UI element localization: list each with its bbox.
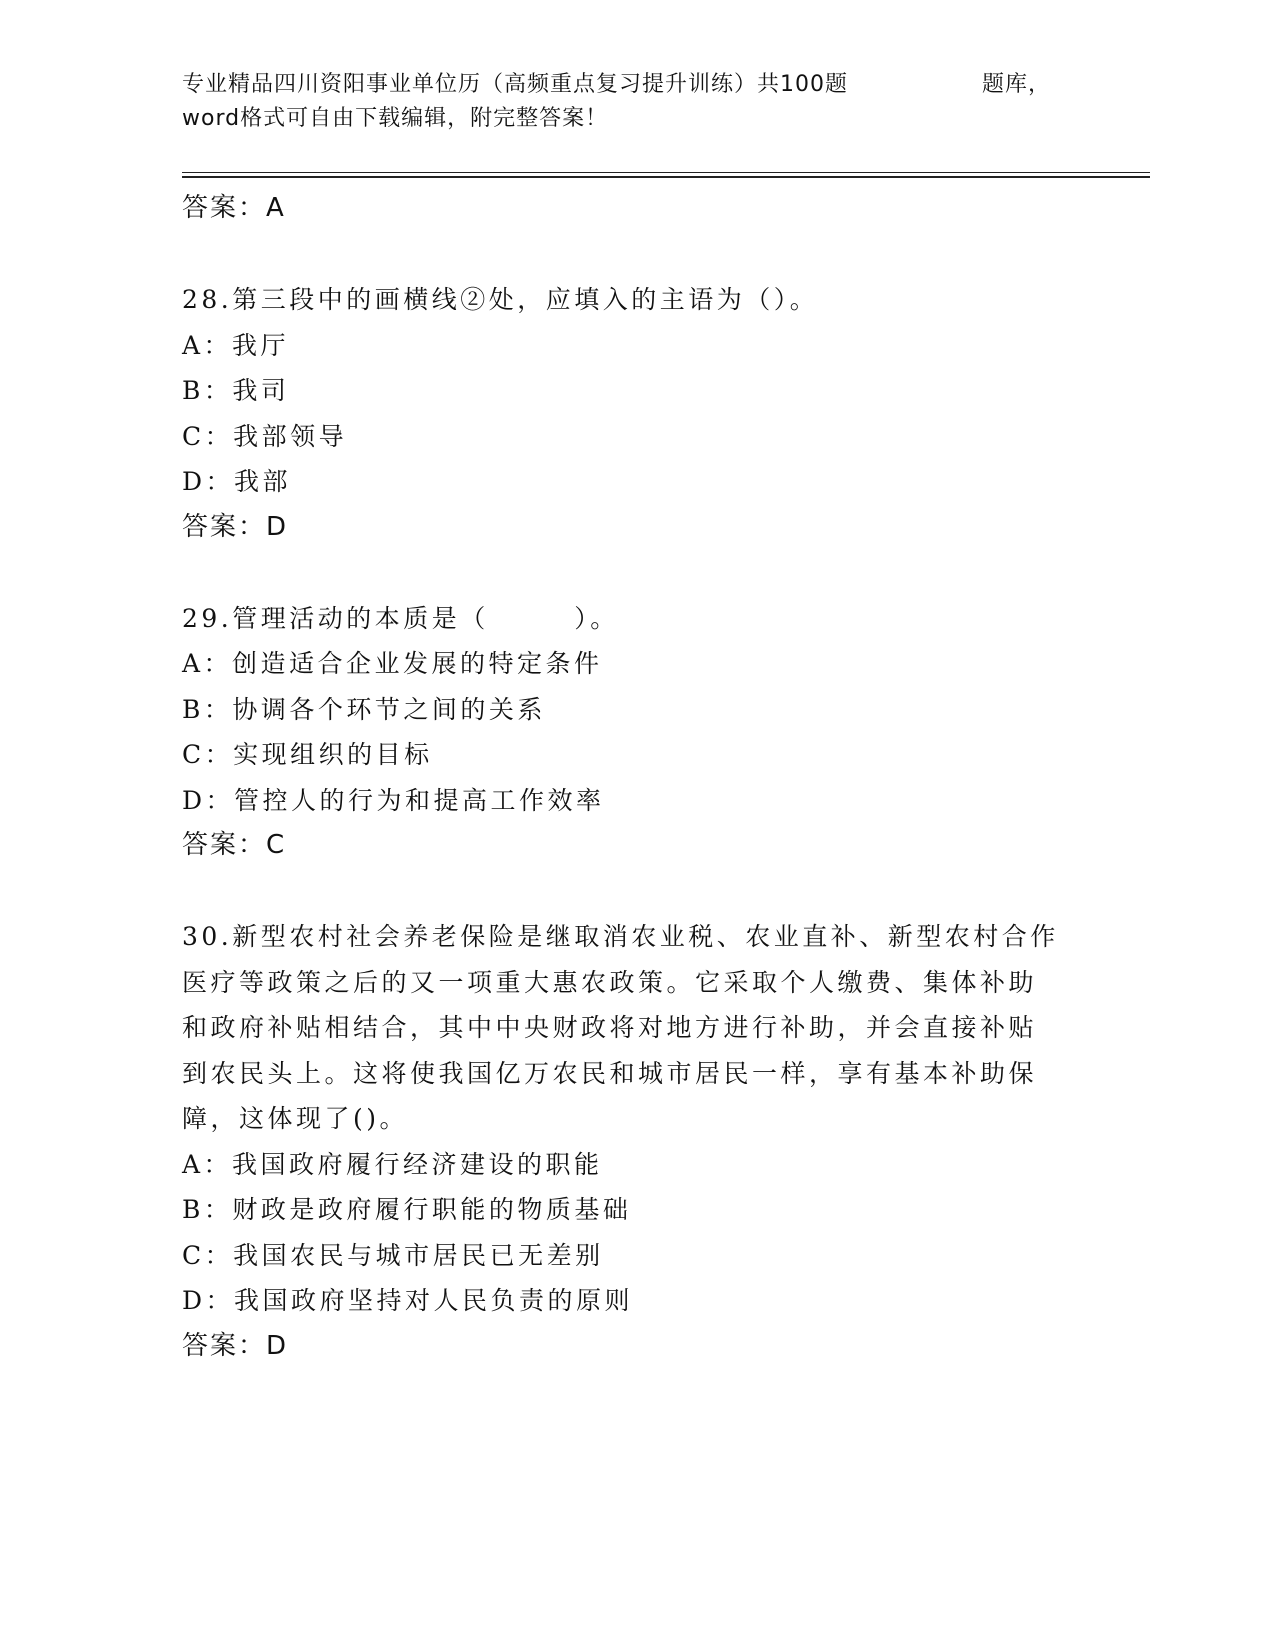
question-stem: 28.第三段中的画横线②处，应填入的主语为（）。 — [182, 285, 819, 314]
spacer — [182, 869, 1082, 915]
option-a: A：创造适合企业发展的特定条件 — [182, 649, 603, 678]
header-title-tail: 题库， — [982, 72, 1052, 97]
header-divider-thick — [182, 176, 1150, 178]
answer-label: 答案：C — [182, 830, 287, 860]
option-d: D：管控人的行为和提高工作效率 — [182, 785, 605, 815]
previous-answer: 答案：A — [182, 193, 286, 223]
option-c: C：我部领导 — [182, 421, 348, 451]
spacer — [182, 550, 1082, 596]
question-28 — [182, 277, 1082, 550]
question-stem-line: 障，这体现了()。 — [182, 1104, 409, 1133]
option-a: A：我国政府履行经济建设的职能 — [182, 1149, 603, 1179]
header-line-1 — [182, 68, 1142, 102]
option-b: B：财政是政府履行职能的物质基础 — [182, 1195, 632, 1224]
question-30 — [182, 914, 1082, 1369]
option-d: D：我国政府坚持对人民负责的原则 — [182, 1286, 634, 1315]
option-c: C：我国农民与城市居民已无差别 — [182, 1240, 604, 1270]
option-a: A：我厅 — [182, 330, 290, 360]
option-b: B：我司 — [182, 376, 290, 405]
document-header — [182, 68, 1142, 136]
question-stem-line: 30.新型农村社会养老保险是继取消农业税、农业直补、新型农村合作 — [182, 922, 1059, 951]
option-c: C：实现组织的目标 — [182, 740, 433, 769]
header-title: 专业精品四川资阳事业单位历（高频重点复习提升训练）共100题 — [182, 72, 848, 97]
question-stem-line: 和政府补贴相结合，其中中央财政将对地方进行补助，并会直接补贴 — [182, 1013, 1038, 1042]
header-subtitle: word格式可自由下载编辑，附完整答案！ — [182, 106, 609, 131]
question-list — [182, 186, 1082, 1369]
question-stem-line: 医疗等政策之后的又一项重大惠农政策。它采取个人缴费、集体补助 — [182, 967, 1038, 997]
spacer — [182, 232, 1082, 278]
option-d: D：我部 — [182, 467, 292, 496]
header-divider-thin — [182, 172, 1150, 173]
question-29 — [182, 596, 1082, 869]
answer-label: 答案：D — [182, 1330, 289, 1361]
question-stem: 29.管理活动的本质是（ ）。 — [182, 603, 619, 633]
option-b: B：协调各个环节之间的关系 — [182, 694, 546, 724]
answer-label: 答案：D — [182, 511, 289, 542]
question-stem-line: 到农民头上。这将使我国亿万农民和城市居民一样，享有基本补助保 — [182, 1058, 1038, 1088]
